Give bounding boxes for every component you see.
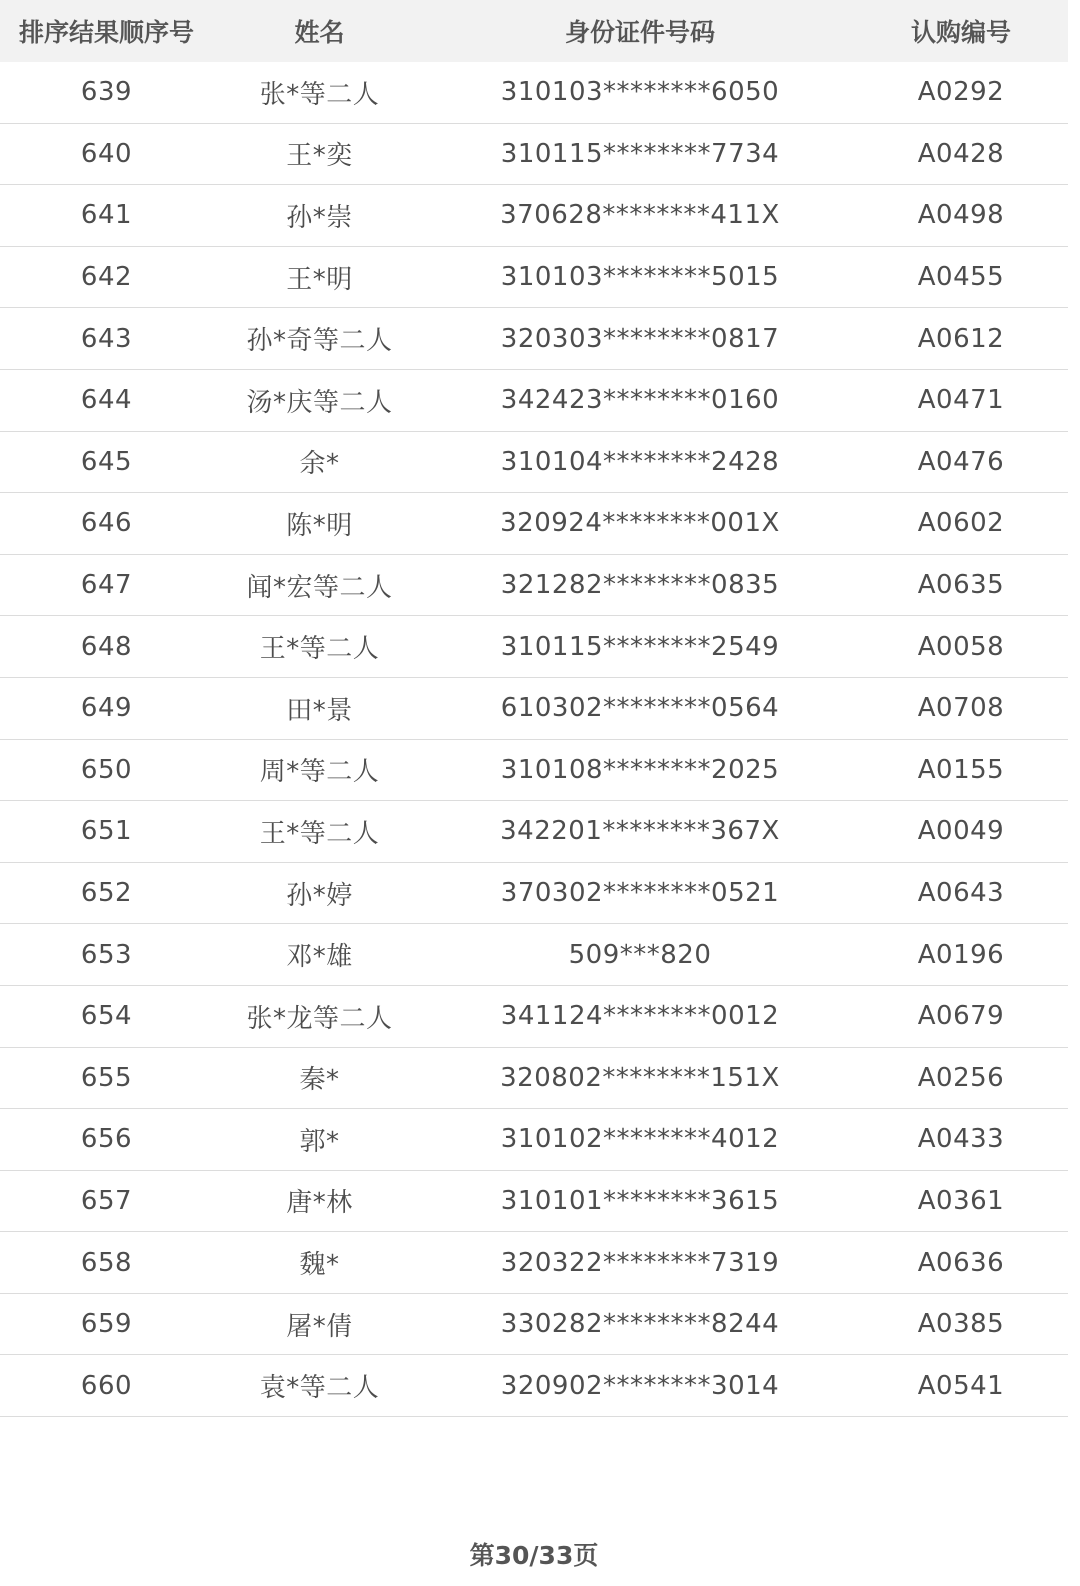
cell-rank: 659 — [80, 1309, 133, 1340]
cell-subscription-number: A0471 — [917, 385, 1005, 416]
cell-name: 邓*雄 — [286, 942, 353, 973]
cell-id-number: 330282********8244 — [500, 1309, 780, 1340]
cell-subscription-number: A0541 — [917, 1370, 1005, 1401]
table-row — [0, 1171, 1068, 1233]
cell-subscription-number: A0708 — [917, 693, 1005, 724]
cell-subscription-number: A0155 — [917, 754, 1005, 785]
cell-id-number: 509***820 — [568, 939, 712, 970]
cell-id-number: 370302********0521 — [500, 878, 780, 909]
cell-name: 周*等二人 — [259, 757, 380, 788]
cell-id-number: 310108********2025 — [500, 754, 780, 785]
table-row — [0, 801, 1068, 863]
cell-subscription-number: A0498 — [917, 200, 1005, 231]
cell-name: 张*龙等二人 — [246, 1003, 393, 1034]
header-name: 姓名 — [294, 18, 345, 47]
table-row — [0, 124, 1068, 186]
table-row — [0, 863, 1068, 925]
cell-subscription-number: A0476 — [917, 446, 1005, 477]
table-row — [0, 432, 1068, 494]
cell-subscription-number: A0385 — [917, 1309, 1005, 1340]
table-row — [0, 555, 1068, 617]
page-indicator: 第30/33页 — [469, 1541, 599, 1570]
cell-rank: 658 — [80, 1247, 133, 1278]
cell-name: 王*等二人 — [259, 818, 380, 849]
cell-name: 王*奕 — [286, 141, 353, 172]
table-row — [0, 986, 1068, 1048]
cell-subscription-number: A0679 — [917, 1001, 1005, 1032]
cell-id-number: 610302********0564 — [500, 693, 780, 724]
cell-rank: 655 — [80, 1062, 133, 1093]
cell-rank: 645 — [80, 446, 133, 477]
table-row — [0, 1048, 1068, 1110]
cell-name: 汤*庆等二人 — [246, 387, 393, 418]
cell-rank: 653 — [80, 939, 133, 970]
cell-subscription-number: A0256 — [917, 1062, 1005, 1093]
header-subscription-number: 认购编号 — [910, 18, 1011, 47]
cell-subscription-number: A0612 — [917, 323, 1005, 354]
cell-id-number: 310104********2428 — [500, 446, 780, 477]
cell-rank: 650 — [80, 754, 133, 785]
cell-rank: 647 — [80, 570, 133, 601]
cell-name: 孙*崇 — [286, 202, 353, 233]
cell-subscription-number: A0361 — [917, 1185, 1005, 1216]
cell-name: 王*等二人 — [259, 634, 380, 665]
table-row — [0, 185, 1068, 247]
cell-rank: 640 — [80, 138, 133, 169]
cell-name: 袁*等二人 — [259, 1373, 380, 1404]
cell-name: 田*景 — [286, 695, 353, 726]
table-row — [0, 1294, 1068, 1356]
cell-rank: 656 — [80, 1124, 133, 1155]
table-row — [0, 616, 1068, 678]
cell-subscription-number: A0455 — [917, 262, 1005, 293]
cell-subscription-number: A0635 — [917, 570, 1005, 601]
cell-rank: 641 — [80, 200, 133, 231]
cell-subscription-number: A0049 — [917, 816, 1005, 847]
table-header — [0, 0, 1068, 62]
cell-id-number: 310103********5015 — [500, 262, 780, 293]
table-row — [0, 62, 1068, 124]
cell-id-number: 370628********411X — [500, 200, 780, 231]
cell-subscription-number: A0433 — [917, 1124, 1005, 1155]
cell-subscription-number: A0636 — [917, 1247, 1005, 1278]
cell-id-number: 342423********0160 — [500, 385, 780, 416]
cell-rank: 651 — [80, 816, 133, 847]
cell-name: 秦* — [299, 1065, 340, 1096]
table-row — [0, 678, 1068, 740]
table-row — [0, 370, 1068, 432]
cell-id-number: 320802********151X — [500, 1062, 780, 1093]
cell-id-number: 310101********3615 — [500, 1185, 780, 1216]
cell-subscription-number: A0196 — [917, 939, 1005, 970]
cell-id-number: 320902********3014 — [500, 1370, 780, 1401]
cell-rank: 649 — [80, 693, 133, 724]
cell-name: 郭* — [299, 1126, 340, 1157]
cell-rank: 642 — [80, 262, 133, 293]
table-row — [0, 924, 1068, 986]
cell-subscription-number: A0602 — [917, 508, 1005, 539]
cell-id-number: 320303********0817 — [500, 323, 780, 354]
cell-name: 闻*宏等二人 — [246, 572, 393, 603]
cell-name: 魏* — [299, 1250, 340, 1281]
cell-rank: 657 — [80, 1185, 133, 1216]
cell-rank: 654 — [80, 1001, 133, 1032]
table-row — [0, 1109, 1068, 1171]
cell-id-number: 310102********4012 — [500, 1124, 780, 1155]
cell-name: 张*等二人 — [259, 79, 380, 110]
cell-rank: 648 — [80, 631, 133, 662]
cell-name: 屠*倩 — [286, 1311, 353, 1342]
cell-subscription-number: A0428 — [917, 138, 1005, 169]
cell-subscription-number: A0058 — [917, 631, 1005, 662]
cell-name: 王*明 — [286, 264, 353, 295]
cell-name: 陈*明 — [286, 510, 353, 541]
cell-subscription-number: A0643 — [917, 878, 1005, 909]
table-row — [0, 247, 1068, 309]
cell-id-number: 320924********001X — [500, 508, 780, 539]
cell-id-number: 342201********367X — [500, 816, 780, 847]
cell-name: 孙*奇等二人 — [246, 326, 393, 357]
cell-id-number: 341124********0012 — [500, 1001, 780, 1032]
header-id-number: 身份证件号码 — [564, 18, 715, 47]
table-row — [0, 308, 1068, 370]
cell-rank: 646 — [80, 508, 133, 539]
cell-name: 唐*林 — [286, 1188, 353, 1219]
table-row — [0, 493, 1068, 555]
cell-name: 孙*婷 — [286, 880, 353, 911]
table-row — [0, 1355, 1068, 1417]
cell-subscription-number: A0292 — [917, 77, 1005, 108]
cell-id-number: 310115********7734 — [500, 138, 780, 169]
cell-rank: 652 — [80, 878, 133, 909]
cell-id-number: 310103********6050 — [500, 77, 780, 108]
cell-rank: 644 — [80, 385, 133, 416]
cell-name: 余* — [299, 449, 340, 480]
header-rank: 排序结果顺序号 — [18, 18, 194, 47]
cell-id-number: 320322********7319 — [500, 1247, 780, 1278]
cell-id-number: 321282********0835 — [500, 570, 780, 601]
cell-rank: 639 — [80, 77, 133, 108]
table-row — [0, 1232, 1068, 1294]
cell-rank: 643 — [80, 323, 133, 354]
cell-rank: 660 — [80, 1370, 133, 1401]
table-body — [0, 62, 1068, 1417]
table-row — [0, 740, 1068, 802]
cell-id-number: 310115********2549 — [500, 631, 780, 662]
